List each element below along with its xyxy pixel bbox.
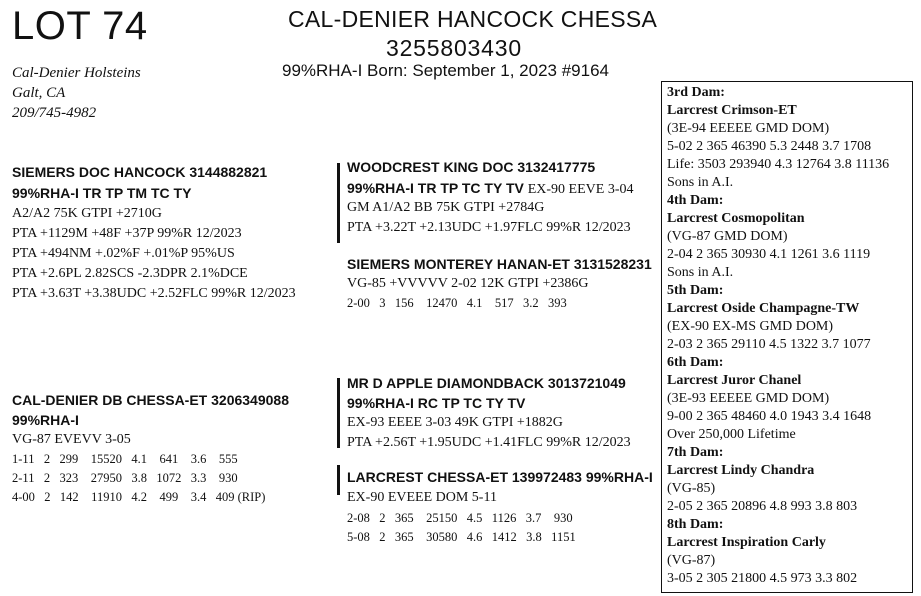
rec-days: 323 [59, 471, 79, 485]
rec-days: 299 [59, 452, 79, 466]
rec-protein: 393 [548, 296, 567, 310]
consignor-phone: 209/745-4982 [12, 105, 97, 121]
dam-line: 2-04 2 365 30930 4.1 1261 3.6 1119 [667, 247, 871, 262]
sire-sire-line: PTA +3.22T +2.13UDC +1.97FLC 99%R 12/2023 [347, 220, 631, 235]
rec-milk: 11910 [91, 490, 122, 504]
rec-fat: 517 [494, 296, 514, 310]
dam-line: Sons in A.I. [667, 265, 734, 280]
rec-fat: 1412 [491, 530, 517, 544]
rec-milk: 30580 [426, 530, 458, 544]
dam-line-heading: Larcrest Lindy Chandra [667, 463, 815, 478]
dam-line-heading: 4th Dam: [667, 193, 724, 208]
rec-age: 2-11 [12, 471, 35, 485]
rec-protein-pct: 3.8 [526, 530, 542, 544]
rec-protein: 409 (RIP) [215, 490, 266, 504]
rec-age: 1-11 [12, 452, 35, 466]
dam-line-heading: Larcrest Cosmopolitan [667, 211, 805, 226]
rec-fat: 1126 [491, 511, 517, 525]
dam-line-heading: Larcrest Crimson-ET [667, 103, 797, 118]
rec-protein: 930 [553, 511, 573, 525]
rec-milkings: 2 [43, 471, 51, 485]
dam-line: Over 250,000 Lifetime [667, 427, 796, 442]
dam-sire-name: MR D APPLE DIAMONDBACK 3013721049 [347, 375, 626, 391]
rec-fat-pct: 3.8 [131, 471, 147, 485]
dam-line: (3E-94 EEEEE GMD DOM) [667, 121, 830, 136]
rec-protein-pct: 3.3 [190, 471, 207, 485]
dam-line: Sons in A.I. [667, 175, 734, 190]
rec-protein-pct: 3.7 [525, 511, 542, 525]
dam-sire-line: PTA +2.56T +1.95UDC +1.41FLC 99%R 12/2023 [347, 435, 631, 450]
rec-fat-pct: 4.6 [466, 530, 483, 544]
dam-line-heading: 3rd Dam: [667, 85, 725, 100]
sire-status: 99%RHA-I TR TP TM TC TY [12, 185, 192, 201]
rec-protein: 1151 [551, 530, 576, 544]
rec-fat: 499 [159, 490, 179, 504]
dam-line: (VG-87) [667, 553, 716, 568]
registration-number: 3255803430 [386, 35, 522, 61]
rec-age: 2-00 [347, 296, 370, 310]
rec-milkings: 2 [43, 452, 51, 466]
rec-days: 156 [394, 296, 414, 310]
lot-number: LOT 74 [12, 4, 148, 48]
pedigree-bracket [337, 163, 340, 243]
dam-sire-line: EX-93 EEEE 3-03 49K GTPI +1882G [347, 415, 563, 430]
rec-milk: 15520 [90, 452, 122, 466]
rec-age: 4-00 [12, 490, 35, 504]
dam-line: 2-03 2 365 29110 4.5 1322 3.7 1077 [667, 337, 871, 352]
rec-fat-pct: 4.1 [131, 452, 147, 466]
rec-age: 5-08 [347, 530, 370, 544]
dam-line: Life: 3503 293940 4.3 12764 3.8 11136 [667, 157, 890, 172]
rec-milkings: 2 [379, 511, 386, 525]
rec-protein: 555 [218, 452, 238, 466]
dam-dam-record [347, 511, 573, 526]
dam-dam-name: LARCREST CHESSA-ET 139972483 99%RHA-I [347, 469, 653, 485]
sire-line: PTA +1129M +48F +37P 99%R 12/2023 [12, 226, 242, 241]
dam-line: 9-00 2 365 48460 4.0 1943 3.4 1648 [667, 409, 872, 424]
sire-sire-line: GM A1/A2 BB 75K GTPI +2784G [347, 200, 545, 215]
dam-line: (3E-93 EEEEE GMD DOM) [667, 391, 830, 406]
dam-line: 2-05 2 365 20896 4.8 993 3.8 803 [667, 499, 858, 514]
rec-fat-pct: 4.1 [466, 296, 483, 310]
rec-protein-pct: 3.2 [523, 296, 539, 310]
rec-milkings: 3 [379, 296, 386, 310]
consignor-name: Cal-Denier Holsteins [12, 65, 141, 81]
dam-line: (EX-90 EX-MS GMD DOM) [667, 319, 834, 334]
sire-dam-record [347, 296, 567, 311]
rec-milkings: 2 [379, 530, 386, 544]
dam-line: 5-02 2 365 46390 5.3 2448 3.7 1708 [667, 139, 872, 154]
rec-fat-pct: 4.2 [131, 490, 147, 504]
dam-record [12, 471, 238, 486]
dam-line-heading: 7th Dam: [667, 445, 724, 460]
dam-dam-classification: EX-90 EVEEE DOM 5-11 [347, 490, 497, 505]
sire-line: A2/A2 75K GTPI +2710G [12, 206, 162, 221]
born-line: 99%RHA-I Born: September 1, 2023 #9164 [282, 61, 609, 80]
rec-protein-pct: 3.4 [190, 490, 207, 504]
rec-milk: 25150 [426, 511, 458, 525]
sire-sire-classification: EX-90 EEVE 3-04 [527, 182, 634, 197]
rec-fat: 1072 [156, 471, 182, 485]
dam-line-heading: Larcrest Inspiration Carly [667, 535, 826, 550]
rec-protein: 930 [218, 471, 238, 485]
animal-name: CAL-DENIER HANCOCK CHESSA [288, 6, 658, 32]
rec-protein-pct: 3.6 [190, 452, 207, 466]
sire-dam-name: SIEMERS MONTEREY HANAN-ET 3131528231 [347, 256, 652, 272]
rec-fat: 641 [159, 452, 179, 466]
consignor-location: Galt, CA [12, 85, 66, 101]
dam-line: (VG-85) [667, 481, 716, 496]
rec-days: 365 [394, 530, 414, 544]
dam-sire-status: 99%RHA-I RC TP TC TY TV [347, 395, 526, 411]
sire-dam-classification: VG-85 +VVVVV 2-02 12K GTPI +2386G [347, 276, 589, 291]
rec-age: 2-08 [347, 511, 370, 525]
dam-record [12, 490, 265, 505]
dam-record [12, 452, 238, 467]
rec-days: 365 [394, 511, 414, 525]
pedigree-bracket [337, 465, 340, 495]
rec-milk: 12470 [426, 296, 458, 310]
dam-line-heading: 6th Dam: [667, 355, 724, 370]
sire-line: PTA +3.63T +3.38UDC +2.52FLC 99%R 12/2023 [12, 286, 296, 301]
rec-milkings: 2 [44, 490, 51, 504]
dam-name: CAL-DENIER DB CHESSA-ET 3206349088 [12, 392, 289, 408]
sire-line: PTA +494NM +.02%F +.01%P 95%US [12, 246, 235, 261]
dam-line: (VG-87 GMD DOM) [667, 229, 788, 244]
sire-name: SIEMERS DOC HANCOCK 3144882821 [12, 164, 268, 180]
dam-status: 99%RHA-I [12, 412, 79, 428]
dam-classification: VG-87 EVEVV 3-05 [12, 432, 131, 447]
dam-line-heading: Larcrest Oside Champagne-TW [667, 301, 860, 316]
dam-dam-record [347, 530, 576, 545]
rec-milk: 27950 [90, 471, 122, 485]
dam-line-heading: Larcrest Juror Chanel [667, 373, 802, 388]
rec-fat-pct: 4.5 [466, 511, 483, 525]
pedigree-bracket [337, 378, 340, 448]
dam-line-heading: 5th Dam: [667, 283, 724, 298]
sire-line: PTA +2.6PL 2.82SCS -2.3DPR 2.1%DCE [12, 266, 248, 281]
sire-sire-name: WOODCREST KING DOC 3132417775 [347, 159, 596, 175]
dam-line: 3-05 2 305 21800 4.5 973 3.3 802 [667, 571, 858, 586]
dam-line-heading: 8th Dam: [667, 517, 724, 532]
sire-sire-status [347, 180, 634, 198]
rec-days: 142 [59, 490, 79, 504]
sire-sire-status-codes: 99%RHA-I TR TP TC TY TV [347, 180, 524, 196]
